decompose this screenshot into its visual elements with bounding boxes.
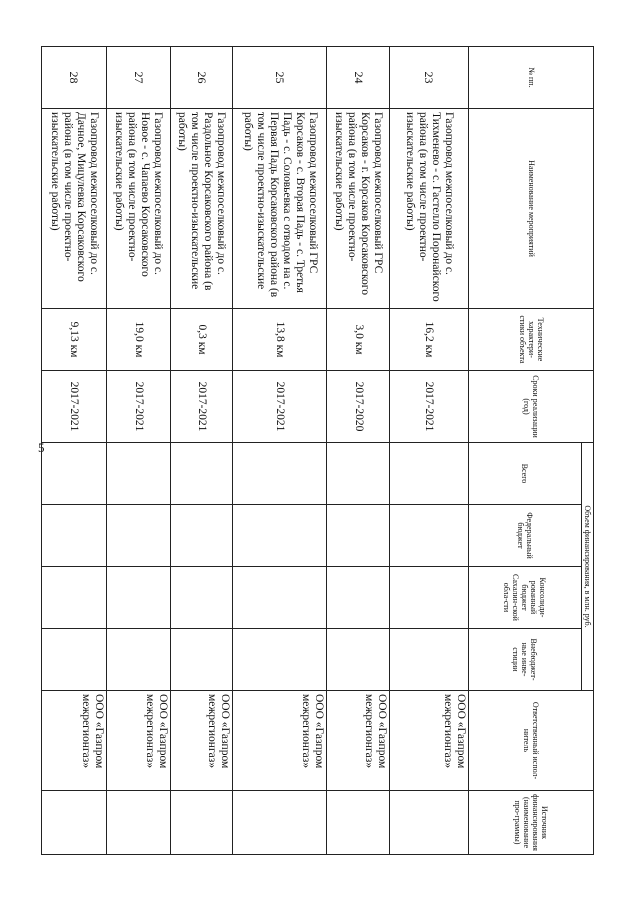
- rotated-table-container: [41, 46, 594, 854]
- row-term: 2017-2021: [106, 371, 171, 443]
- row-offbudget: [327, 629, 389, 691]
- row-offbudget: [389, 629, 468, 691]
- row-name: Газопровод межпоселковый до с. Раздольное Корсаковского района (в том числе проектно-изыскательские работы): [171, 109, 232, 309]
- row-executor: ООО «Газпром межрегионгаз»: [106, 691, 171, 791]
- row-regional: [171, 567, 232, 629]
- row-name: Газопровод межпоселковый ГРС Корсаков - с. Вторая Падь - с. Третья Падь - с. Соловьевка с отводом на с. Первая Падь Корсаковского района (в том числе проектно-изыскательские работы): [232, 109, 327, 309]
- row-term: 2017-2021: [232, 371, 327, 443]
- row-total: [327, 443, 389, 505]
- header-tech: Технические характери-стики объекта: [469, 309, 594, 371]
- row-tech: 0,3 км: [171, 309, 232, 371]
- row-num: 24: [327, 47, 389, 109]
- row-tech: 9,13 км: [42, 309, 107, 371]
- table-row: [42, 47, 107, 855]
- header-name: Наименование мероприятий: [469, 109, 594, 309]
- header-total: Всего: [469, 443, 581, 505]
- row-regional: [232, 567, 327, 629]
- header-funding-group: Объем финансирования, в млн. руб.: [581, 443, 593, 691]
- row-offbudget: [232, 629, 327, 691]
- table-row: [232, 47, 327, 855]
- page-number: 5: [38, 440, 45, 455]
- row-term: 2017-2021: [171, 371, 232, 443]
- header-term: Сроки реализации (год): [469, 371, 594, 443]
- row-source: [42, 791, 107, 855]
- header-regional: Консолиди-рованный бюджет Сахалин-ской обла-сти: [469, 567, 581, 629]
- row-total: [389, 443, 468, 505]
- row-num: 25: [232, 47, 327, 109]
- header-source: Источник финансирования (наименование про-граммы): [469, 791, 594, 855]
- header-row-1: [581, 47, 593, 855]
- header-federal: Федеральный бюджет: [469, 505, 581, 567]
- row-name: Газопровод межпоселковый ГРС Корсаков - г. Корсаков Корсаковского района (в том числе проектно-изыскательские работы): [327, 109, 389, 309]
- row-tech: 13,8 км: [232, 309, 327, 371]
- row-term: 2017-2020: [327, 371, 389, 443]
- row-source: [389, 791, 468, 855]
- row-source: [106, 791, 171, 855]
- row-tech: 16,2 км: [389, 309, 468, 371]
- row-total: [106, 443, 171, 505]
- table-row: [106, 47, 171, 855]
- row-name: Газопровод межпоселковый до с. Тихменево - с. Гастелло Поронайского района (в том числе проектно-изыскательские работы): [389, 109, 468, 309]
- row-term: 2017-2021: [42, 371, 107, 443]
- row-term: 2017-2021: [389, 371, 468, 443]
- row-source: [327, 791, 389, 855]
- row-executor: ООО «Газпром межрегионгаз»: [42, 691, 107, 791]
- table-row: [327, 47, 389, 855]
- row-source: [232, 791, 327, 855]
- row-federal: [42, 505, 107, 567]
- row-federal: [389, 505, 468, 567]
- row-name: Газопровод межпоселковый до с. Новое - с. Чапаево Корсаковского района (в том числе проектно-изыскательские работы): [106, 109, 171, 309]
- row-regional: [389, 567, 468, 629]
- row-executor: ООО «Газпром межрегионгаз»: [327, 691, 389, 791]
- table-row: [389, 47, 468, 855]
- row-federal: [232, 505, 327, 567]
- row-regional: [106, 567, 171, 629]
- row-source: [171, 791, 232, 855]
- row-executor: ООО «Газпром межрегионгаз»: [171, 691, 232, 791]
- row-total: [42, 443, 107, 505]
- row-executor: ООО «Газпром межрегионгаз»: [232, 691, 327, 791]
- row-regional: [327, 567, 389, 629]
- row-offbudget: [42, 629, 107, 691]
- row-federal: [327, 505, 389, 567]
- row-num: 27: [106, 47, 171, 109]
- table-row: [171, 47, 232, 855]
- row-num: 23: [389, 47, 468, 109]
- row-executor: ООО «Газпром межрегионгаз»: [389, 691, 468, 791]
- row-tech: 19,0 км: [106, 309, 171, 371]
- funding-table: [41, 46, 594, 855]
- row-federal: [106, 505, 171, 567]
- row-num: 26: [171, 47, 232, 109]
- row-regional: [42, 567, 107, 629]
- row-name: Газопровод межпоселковый до с. Дачное, Мицулевка Корсаковского района (в том числе проектно-изыскательские работы): [42, 109, 107, 309]
- header-offbudget: Внебюджет-ные инве-стиции: [469, 629, 581, 691]
- row-total: [171, 443, 232, 505]
- header-executor: Ответственный испол-нитель: [469, 691, 594, 791]
- row-federal: [171, 505, 232, 567]
- row-offbudget: [106, 629, 171, 691]
- row-tech: 3,0 км: [327, 309, 389, 371]
- row-total: [232, 443, 327, 505]
- row-num: 28: [42, 47, 107, 109]
- row-offbudget: [171, 629, 232, 691]
- header-num: № пп.: [469, 47, 594, 109]
